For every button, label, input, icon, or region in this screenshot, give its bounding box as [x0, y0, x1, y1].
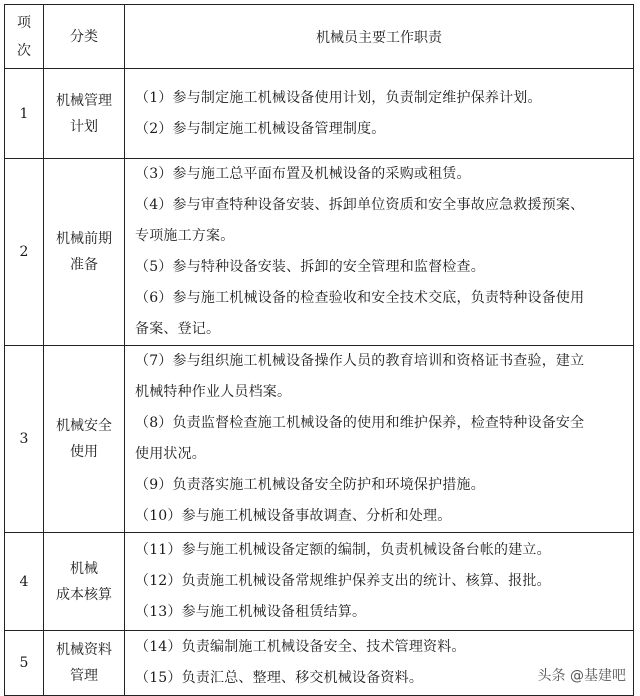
row-duties — [125, 159, 634, 346]
row-number: 1 — [5, 69, 44, 159]
row-number: 5 — [5, 631, 44, 696]
row-duties — [125, 533, 634, 631]
duty-line: （3）参与施工总平面布置及机械设备的采购或租赁。 — [135, 166, 471, 182]
table-row — [5, 69, 634, 159]
duty-line: （10）参与施工机械设备事故调查、分析和处理。 — [135, 508, 452, 524]
duty-line: （7）参与组织施工机械设备操作人员的教育培训和资格证书查验，建立 — [135, 353, 585, 369]
row-category — [44, 69, 125, 159]
duty-line: （2）参与制定施工机械设备管理制度。 — [135, 120, 386, 137]
duty-line: 使用状况。 — [135, 446, 206, 462]
duty-line: （1）参与制定施工机械设备使用计划，负责制定维护保养计划。 — [135, 89, 542, 106]
category-text: 机械 — [70, 560, 98, 577]
duty-line: （14）负责编制施工机械设备安全、技术管理资料。 — [135, 639, 466, 655]
row-duties — [125, 346, 634, 533]
row-category — [44, 533, 125, 631]
row-category — [44, 631, 125, 696]
row-number: 3 — [5, 346, 44, 533]
header-row — [5, 5, 634, 69]
header-category: 分类 — [44, 5, 125, 69]
category-text: 机械资料管理 — [56, 642, 112, 684]
duty-line: （5）参与特种设备安装、拆卸的安全管理和监督检查。 — [135, 259, 485, 275]
category-text: 成本核算 — [56, 586, 112, 603]
header-no-bottom: 次 — [17, 42, 31, 59]
duty-line: 备案、登记。 — [135, 321, 221, 337]
duty-line: （4）参与审查特种设备安装、拆卸单位资质和安全事故应急救援预案、 — [135, 197, 585, 213]
category-text: 机械前期准备 — [56, 231, 112, 273]
duty-line: （15）负责汇总、整理、移交机械设备资料。 — [135, 670, 424, 686]
duty-line: （11）参与施工机械设备定额的编制，负责机械设备台帐的建立。 — [135, 542, 551, 558]
row-duties — [125, 69, 634, 159]
duty-line: （8）负责监督检查施工机械设备的使用和维护保养，检查特种设备安全 — [135, 415, 585, 431]
duty-line: （9）负责落实施工机械设备安全防护和环境保护措施。 — [135, 477, 485, 493]
table-row — [5, 159, 634, 346]
header-no-top: 项 — [17, 14, 31, 31]
row-number: 4 — [5, 533, 44, 631]
duty-line: （13）参与施工机械设备租赁结算。 — [135, 604, 367, 620]
duty-line: （12）负责施工机械设备常规维护保养支出的统计、核算、报批。 — [135, 573, 551, 589]
watermark: 头条 @基建吧 — [536, 665, 628, 685]
row-category — [44, 346, 125, 533]
header-item-no — [5, 5, 44, 69]
duty-line: （6）参与施工机械设备的检查验收和安全技术交底，负责特种设备使用 — [135, 290, 585, 306]
category-text: 机械管理计划 — [56, 92, 112, 135]
duties-table — [4, 4, 634, 696]
table-row — [5, 533, 634, 631]
table-row — [5, 631, 634, 696]
row-duties — [125, 631, 634, 696]
row-category — [44, 159, 125, 346]
header-duties: 机械员主要工作职责 — [125, 5, 634, 69]
category-text: 机械安全使用 — [56, 418, 112, 460]
duty-line: 专项施工方案。 — [135, 228, 235, 244]
duty-line: 机械特种作业人员档案。 — [135, 384, 292, 400]
table-row — [5, 346, 634, 533]
row-number: 2 — [5, 159, 44, 346]
